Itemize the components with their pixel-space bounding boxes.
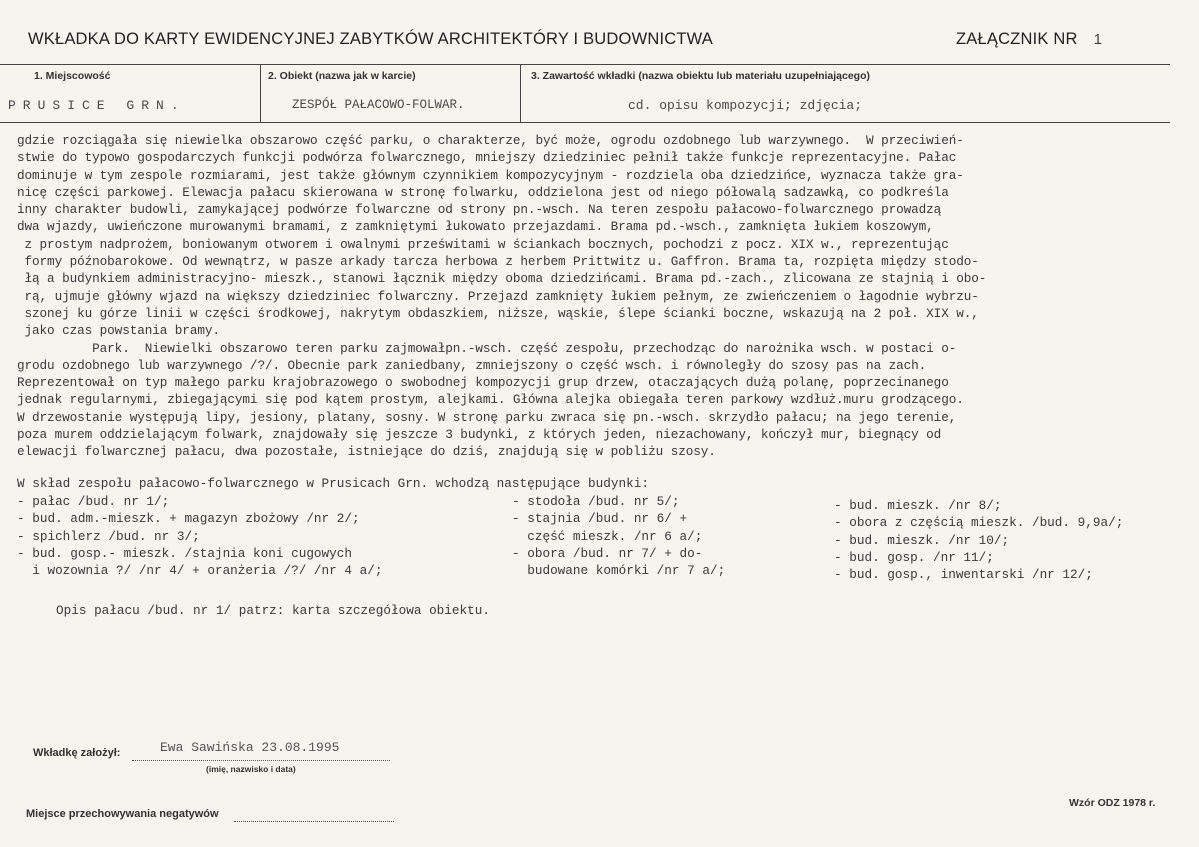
text-line: poza murem oddzielającym folwark, znajdowały się jeszcze 3 budynki, z których jeden, niezachowany, kończył mur, biegnący od [17, 427, 942, 443]
created-by-value: Ewa Sawińska 23.08.1995 [160, 740, 340, 755]
list-item: - obora z częścią mieszk. /bud. 9,9a/; [834, 515, 1124, 531]
text-line: Reprezentował on typ małego parku krajobrazowego o swobodnej kompozycji grup drzew, otaczających dużą polanę, poprzecinanego [17, 375, 949, 391]
list-item: część mieszk. /nr 6 a/; [512, 528, 703, 544]
field-contents-label: 3. Zawartość wkładki (nazwa obiektu lub materiału uzupełniającego) [531, 70, 870, 82]
list-item: i wozownia ?/ /nr 4/ + oranżeria /?/ /nr 4 a/; [17, 563, 383, 579]
text-line: z prostym nadprożem, boniowanym otworem i owalnymi prześwitami w ściankach bocznych, pochodzi z pocz. XIX w., reprezentując [17, 236, 949, 252]
field-contents-value: cd. opisu kompozycji; zdjęcia; [628, 98, 863, 113]
text-line: formy późnobarokowe. Od wewnątrz, w pasze arkady tarcza herbowa z herbem Prittwitz u. Gaffron. Brama ta, rozpięta między stodo- [17, 254, 979, 270]
text-line: W drzewostanie występują lipy, jesiony, platany, sosny. W stronę parku zwraca się pn.-wsch. skrzydło pałacu; na jego terenie, [17, 409, 957, 425]
negatives-location-line [234, 821, 394, 822]
list-item: - stodoła /bud. nr 5/; [512, 494, 680, 509]
negatives-location-label: Miejsce przechowywania negatywów [26, 808, 219, 820]
text-line: dominuje w tym zespole rozmiarami, jest także głównym czynnikiem kompozycyjnym - rozdziela oba dziedzińce, wyznacza także gra- [17, 167, 964, 183]
list-item: - obora /bud. nr 7/ + do- [512, 545, 703, 561]
fields-rule [0, 122, 1170, 123]
field-object-value: ZESPÓŁ PAŁACOWO-FOLWAR. [292, 98, 465, 112]
field-divider-1 [260, 64, 261, 122]
text-line: nicę części parkowej. Elewacja pałacu skierowana w stronę folwarku, oddzielona jest od niego półowalą sadzawką, co podkreśla [17, 184, 949, 200]
list-item: - bud. gosp., inwentarski /nr 12/; [834, 567, 1093, 583]
text-line: inny charakter budowli, zamykającej podwórze folwarczne od strony pn.-wsch. Na teren zespołu pałacowo-folwarcznego prowadzą [17, 202, 942, 218]
list-item: - spichlerz /bud. nr 3/; [17, 528, 200, 544]
top-rule [0, 64, 1170, 65]
list-item: budowane komórki /nr 7 a/; [512, 563, 726, 579]
text-line: Park. Niewielki obszarowo teren parku zajmowałpn.-wsch. część zespołu, przechodząc do narożnika wsch. w postaci o- [17, 340, 957, 356]
text-line: stwie do typowo gospodarczych funkcji podwórza folwarcznego, mniejszy dziedziniec pełnił także funkcje reprezentacyjne. Pałac [17, 150, 957, 166]
buildings-column-2 [512, 493, 725, 579]
text-line: jako czas powstania bramy. [17, 323, 220, 339]
attachment-value: 1 [1093, 31, 1103, 48]
description-text [17, 132, 1177, 461]
text-line: rą, ujmuje główny wjazd na większy dziedziniec folwarczny. Przejazd zamknięty łukiem pełnym, ze zwieńczeniem o łagodnie wybrzu- [17, 288, 979, 304]
text-line: grodu ozdobnego lub warzywnego /?/. Obecnie park zaniedbany, zmniejszony o część wsch. i równoległy do szosy pas na zach. [17, 357, 927, 373]
text-line: gdzie rozciągała się niewielka obszarowo część parku, o charakterze, być może, ogrodu ozdobnego lub warzywnego. W przeciwień- [17, 133, 964, 148]
list-item: - bud. gosp. /nr 11/; [834, 549, 994, 565]
created-by-hint: (imię, nazwisko i data) [206, 764, 296, 774]
list-item: - bud. gosp.- mieszk. /stajnia koni cugowych [17, 545, 353, 561]
buildings-column-3 [834, 497, 1123, 583]
list-item: - pałac /bud. nr 1/; [17, 494, 170, 509]
text-line: jednak regularnymi, zbiegającymi się pod kątem prostym, alejkami. Główna alejka obiegała teren parkowy wzdłuż.muru grodzącego. [17, 392, 964, 408]
text-line: elewacji folwarcznej pałacu, dwa pozostałe, istniejące do dziś, znajdują się w pobliżu szosy. [17, 444, 716, 460]
buildings-column-1 [17, 493, 382, 579]
field-locality-label: 1. Miejscowość [34, 70, 111, 82]
attachment-number [956, 30, 1102, 49]
list-item: - stajnia /bud. nr 6/ + [512, 511, 688, 527]
palace-reference-note: Opis pałacu /bud. nr 1/ patrz: karta szczegółowa obiektu. [56, 603, 490, 618]
form-title: WKŁADKA DO KARTY EWIDENCYJNEJ ZABYTKÓW ARCHITEKTÓRY I BUDOWNICTWA [28, 30, 714, 48]
field-object-label: 2. Obiekt (nazwa jak w karcie) [268, 70, 416, 82]
list-item: - bud. mieszk. /nr 10/; [834, 532, 1010, 548]
created-by-label: Wkładkę założył: [33, 747, 121, 759]
field-divider-2 [520, 64, 521, 122]
field-locality-value: PRUSICE GRN. [8, 98, 186, 113]
text-line: dwa wjazdy, uwieńczone murowanymi bramami, z zamkniętymi łukowato przejazdami. Brama pd.-wsch., zamknięta łukiem koszowym, [17, 219, 934, 235]
buildings-list-intro: W skład zespołu pałacowo-folwarcznego w Prusicach Grn. wchodzą następujące budynki: [17, 476, 649, 491]
form-template-id: Wzór ODZ 1978 r. [1069, 797, 1156, 809]
created-by-line [132, 760, 390, 761]
list-item: - bud. mieszk. /nr 8/; [834, 498, 1002, 513]
list-item: - bud. adm.-mieszk. + magazyn zbożowy /nr 2/; [17, 511, 360, 527]
attachment-label: ZAŁĄCZNIK NR [956, 30, 1078, 48]
text-line: łą a budynkiem administracyjno- mieszk., stanowi łącznik między oboma dziedzińcami. Brama pd.-zach., zlicowana ze stajnią i obo- [17, 271, 987, 287]
text-line: szonej ku górze linii w części środkowej, nakrytym obdaszkiem, niższe, wąskie, ślepe ścianki boczne, wskazują na 2 poł. XIX w., [17, 305, 979, 321]
